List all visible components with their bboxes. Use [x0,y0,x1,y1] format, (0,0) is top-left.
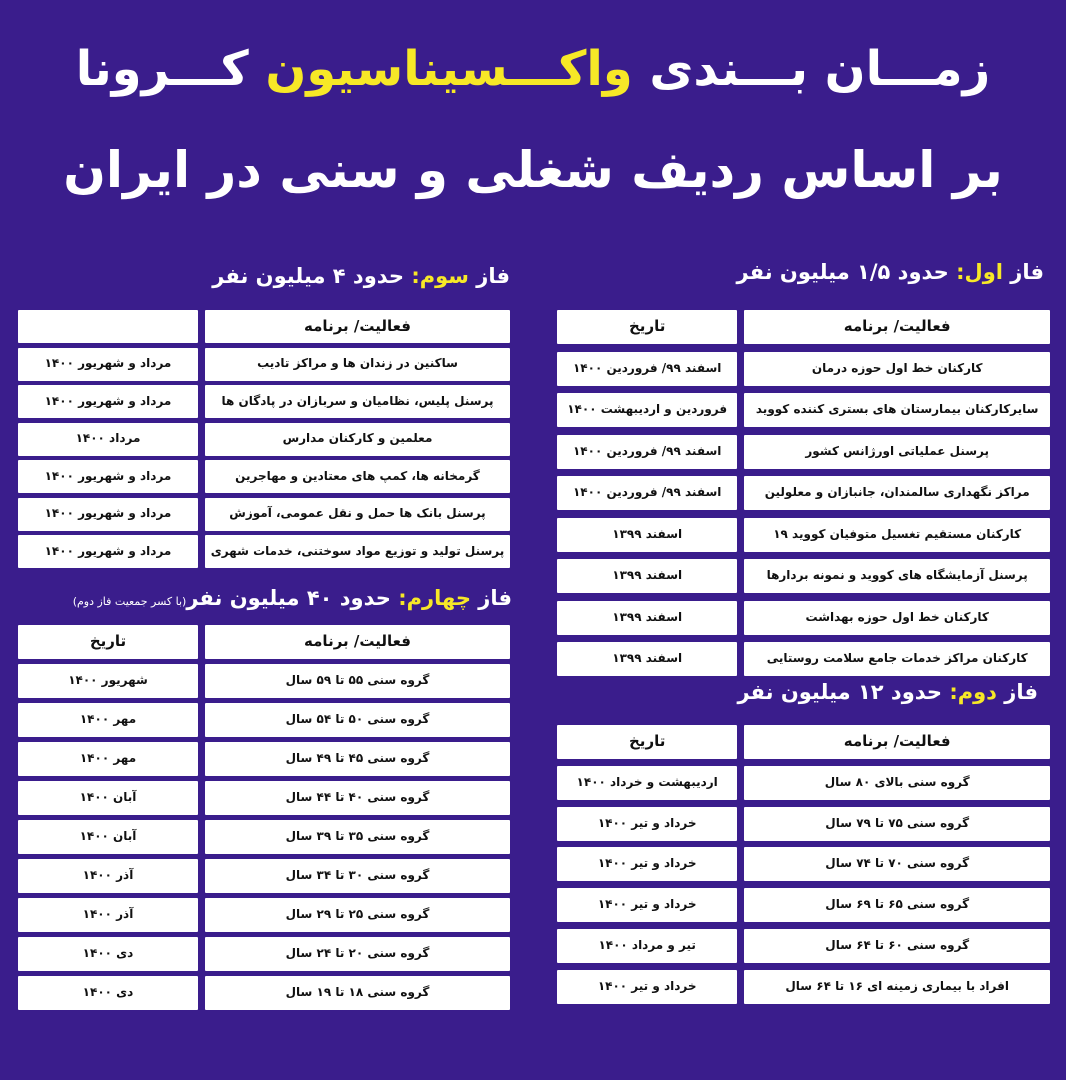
table-row [18,423,510,456]
date-cell: تاریخ [557,310,737,344]
activity-cell: پرسنل آزمایشگاه های کووید و نمونه بردارها [744,559,1050,593]
table-row [557,393,1050,427]
date-cell: مرداد و شهریور ۱۴۰۰ [18,460,198,493]
phase1-table [557,310,1050,676]
activity-cell: کارکنان مستقیم تغسیل متوفیان کووید ۱۹ [744,518,1050,552]
phase-heading-part: حدود ۱/۵ میلیون نفر [736,260,949,284]
activity-cell: ساکنین در زندان ها و مراکز تادیب [205,348,510,381]
date-cell: خرداد و تیر ۱۴۰۰ [557,847,737,881]
table-header-row [557,310,1050,344]
date-cell: مرداد و شهریور ۱۴۰۰ [18,385,198,418]
activity-cell: سایرکارکنان بیمارستان های بستری کننده کووید [744,393,1050,427]
activity-cell: کارکنان خط اول حوزه بهداشت [744,601,1050,635]
table-row [557,476,1050,510]
date-cell: اسفند ۹۹/ فروردین ۱۴۰۰ [557,352,737,386]
activity-cell: فعالیت/ برنامه [205,625,510,659]
table-row [18,348,510,381]
date-cell: اردیبهشت و خرداد ۱۴۰۰ [557,766,737,800]
table-row [557,352,1050,386]
phase3-heading [18,264,510,289]
activity-cell: گروه سنی ۲۵ تا ۲۹ سال [205,898,510,932]
date-cell: اسفند ۱۳۹۹ [557,518,737,552]
phase-heading-part: حدود ۴ میلیون نفر [212,264,405,288]
table-row [557,766,1050,800]
table-row [18,898,510,932]
date-cell: دی ۱۴۰۰ [18,937,198,971]
table-row [557,929,1050,963]
phase-heading-part: چهارم: [398,586,471,610]
activity-cell: گروه سنی بالای ۸۰ سال [744,766,1050,800]
date-cell: آذر ۱۴۰۰ [18,898,198,932]
activity-cell: گروه سنی ۵۰ تا ۵۴ سال [205,703,510,737]
activity-cell: گروه سنی ۴۵ تا ۴۹ سال [205,742,510,776]
phase-heading-part: حدود ۱۲ میلیون نفر [737,680,943,704]
date-cell: اسفند ۱۳۹۹ [557,559,737,593]
table-row [557,642,1050,676]
date-cell: خرداد و تیر ۱۴۰۰ [557,888,737,922]
date-cell: مهر ۱۴۰۰ [18,742,198,776]
activity-cell: کارکنان خط اول حوزه درمان [744,352,1050,386]
phase2-table [557,725,1050,1004]
date-cell: فروردین و اردیبهشت ۱۴۰۰ [557,393,737,427]
date-cell: مهر ۱۴۰۰ [18,703,198,737]
date-cell: تاریخ [557,725,737,759]
phase-heading-part: دوم: [949,680,997,704]
date-cell: دی ۱۴۰۰ [18,976,198,1010]
table-row [557,807,1050,841]
phase-heading-part: فاز [478,586,512,610]
activity-cell: گروه سنی ۳۰ تا ۳۴ سال [205,859,510,893]
date-cell: خرداد و تیر ۱۴۰۰ [557,807,737,841]
table-row [18,820,510,854]
activity-cell: معلمین و کارکنان مدارس [205,423,510,456]
title-line-1 [16,42,1050,97]
table-row [557,970,1050,1004]
activity-cell: گروه سنی ۱۸ تا ۱۹ سال [205,976,510,1010]
table-row [557,435,1050,469]
activity-cell: پرسنل پلیس، نظامیان و سربازان در پادگان ها [205,385,510,418]
date-cell: اسفند ۹۹/ فروردین ۱۴۰۰ [557,476,737,510]
date-cell: آذر ۱۴۰۰ [18,859,198,893]
activity-cell: فعالیت/ برنامه [205,310,510,343]
activity-cell: پرسنل عملیاتی اورژانس کشور [744,435,1050,469]
activity-cell: گروه سنی ۷۵ تا ۷۹ سال [744,807,1050,841]
phase-heading-part: (با کسر جمعیت فاز دوم) [72,595,187,608]
table-row [18,703,510,737]
date-cell: اسفند ۹۹/ فروردین ۱۴۰۰ [557,435,737,469]
table-row [18,460,510,493]
table-row [557,559,1050,593]
table-row [18,385,510,418]
date-cell: تیر و مرداد ۱۴۰۰ [557,929,737,963]
table-row [557,601,1050,635]
table-header-row [557,725,1050,759]
table-header-row [18,625,510,659]
date-cell: مرداد و شهریور ۱۴۰۰ [18,535,198,568]
table-row [18,859,510,893]
title-line-2: بر اساس ردیف شغلی و سنی در ایران [63,141,1003,199]
activity-cell: گروه سنی ۳۵ تا ۳۹ سال [205,820,510,854]
phase-heading-part: حدود ۴۰ میلیون نفر [186,586,391,610]
date-cell: خرداد و تیر ۱۴۰۰ [557,970,737,1004]
title-part: کـــرونا [75,41,249,97]
table-row [557,518,1050,552]
title-highlight: واکـــسیناسیون [265,41,633,97]
table-row [18,937,510,971]
phase4-table [18,625,510,1010]
activity-cell: افراد با بیماری زمینه ای ۱۶ تا ۶۴ سال [744,970,1050,1004]
table-header-row [18,310,510,343]
phase-heading-part: فاز [476,264,510,288]
activity-cell: گرمخانه ها، کمپ های معتادین و مهاجرین [205,460,510,493]
table-row [18,742,510,776]
activity-cell: گروه سنی ۶۰ تا ۶۴ سال [744,929,1050,963]
activity-cell: گروه سنی ۶۵ تا ۶۹ سال [744,888,1050,922]
date-cell: تاریخ [18,625,198,659]
phase-heading-part: اول: [956,260,1003,284]
activity-cell: فعالیت/ برنامه [744,725,1050,759]
date-cell: اسفند ۱۳۹۹ [557,642,737,676]
phase3-table [18,310,510,568]
table-row [18,781,510,815]
date-cell [18,310,198,343]
activity-cell: فعالیت/ برنامه [744,310,1050,344]
phase-heading-part: فاز [1004,680,1038,704]
phase2-heading [557,680,1038,705]
activity-cell: گروه سنی ۴۰ تا ۴۴ سال [205,781,510,815]
table-row [557,888,1050,922]
table-row [18,535,510,568]
date-cell: مرداد ۱۴۰۰ [18,423,198,456]
activity-cell: مراکز نگهداری سالمندان، جانبازان و معلولین [744,476,1050,510]
activity-cell: گروه سنی ۷۰ تا ۷۴ سال [744,847,1050,881]
activity-cell: گروه سنی ۲۰ تا ۲۴ سال [205,937,510,971]
phase-heading-part: فاز [1010,260,1044,284]
date-cell: آبان ۱۴۰۰ [18,781,198,815]
table-row [18,976,510,1010]
activity-cell: کارکنان مراکز خدمات جامع سلامت روستایی [744,642,1050,676]
date-cell: مرداد و شهریور ۱۴۰۰ [18,498,198,531]
activity-cell: گروه سنی ۵۵ تا ۵۹ سال [205,664,510,698]
activity-cell: پرسنل بانک ها حمل و نقل عمومی، آموزش [205,498,510,531]
date-cell: اسفند ۱۳۹۹ [557,601,737,635]
table-row [18,664,510,698]
phase1-heading [557,260,1044,285]
date-cell: شهریور ۱۴۰۰ [18,664,198,698]
date-cell: مرداد و شهریور ۱۴۰۰ [18,348,198,381]
title-part: زمـــان بـــندی [649,41,991,97]
activity-cell: پرسنل تولید و توزیع مواد سوختنی، خدمات شهری [205,535,510,568]
table-row [557,847,1050,881]
table-row [18,498,510,531]
phase-heading-part: سوم: [411,264,469,288]
date-cell: آبان ۱۴۰۰ [18,820,198,854]
phase4-heading [6,586,512,611]
